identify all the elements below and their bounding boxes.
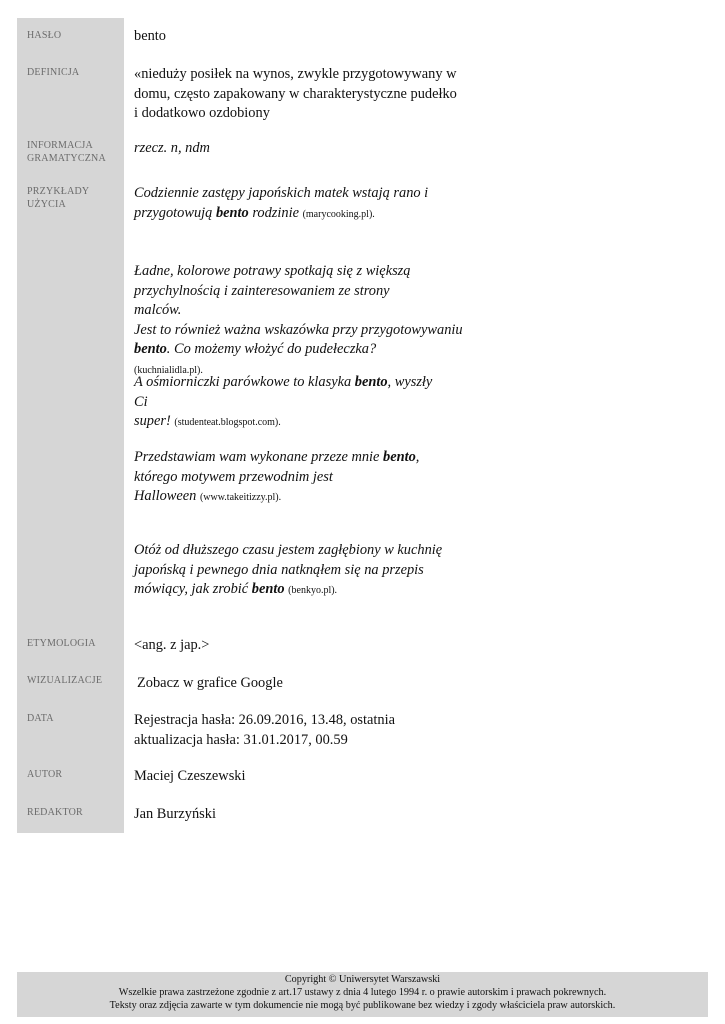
example-line: Ładne, kolorowe potrawy spotkają się z większą xyxy=(134,263,411,279)
example-source: (www.takeitizzy.pl). xyxy=(199,492,282,503)
definition-line: «nieduży posiłek na wynos, zwykle przygotowywany w xyxy=(134,66,457,82)
example-line: super! (studenteat.blogspot.com). xyxy=(134,413,281,429)
label-definicja: DEFINICJA xyxy=(27,67,80,78)
label-etymologia: ETYMOLOGIA xyxy=(27,638,96,649)
editor: Jan Burzyński xyxy=(134,806,216,822)
footer-copyright: Copyright © Uniwersytet Warszawski xyxy=(284,974,441,985)
example-line: bento. Co możemy włożyć do pudełeczka? (kuchnialidla.pl). xyxy=(134,341,377,376)
example-1 xyxy=(134,184,439,224)
example-line: mówiący, jak zrobić bento (benkyo.pl). xyxy=(134,581,338,597)
etymology: <ang. z jap.> xyxy=(134,637,210,653)
headword: bento xyxy=(134,28,166,44)
definition xyxy=(134,65,469,124)
example-keyword: bento xyxy=(354,374,388,390)
example-line: którego motywem przewodnim jest xyxy=(134,468,333,485)
label-line: GRAMATYCZNA xyxy=(27,153,106,164)
example-3 xyxy=(134,373,439,433)
label-line: INFORMACJA xyxy=(27,140,93,151)
example-line: przychylnością i zainteresowaniem ze strony malców. xyxy=(134,282,390,318)
label-data: DATA xyxy=(27,713,54,724)
example-source: (marycooking.pl). xyxy=(302,208,375,220)
footer-rights: Wszelkie prawa zastrzeżone zgodnie z art.17 ustawy z dnia 4 lutego 1994 r. o prawie autorskim i prawach pokrewnych. xyxy=(118,987,607,998)
example-line: A ośmiorniczki parówkowe to klasyka bento, wyszły Ci xyxy=(134,374,433,410)
example-line: Jest to również ważna wskazówka przy przygotowywaniu xyxy=(134,321,463,338)
example-2 xyxy=(134,262,463,380)
example-line: japońską i pewnego dnia natknąłem się na przepis xyxy=(134,561,424,578)
example-line: Halloween (www.takeitizzy.pl). xyxy=(134,488,282,504)
example-keyword: bento xyxy=(251,581,285,597)
date-line: aktualizacja hasła: 31.01.2017, 00.59 xyxy=(134,731,348,748)
label-informacja-gramatyczna xyxy=(27,139,122,165)
definition-line: domu, często zapakowany w charakterystyczne pudełko xyxy=(134,85,457,102)
author: Maciej Czeszewski xyxy=(134,768,246,784)
example-keyword: bento xyxy=(215,204,249,221)
label-line: UŻYCIA xyxy=(27,199,66,210)
example-line: Codziennie zastępy japońskich matek wstają rano i xyxy=(134,185,429,201)
dates xyxy=(134,711,469,750)
example-keyword: bento xyxy=(383,449,416,465)
google-images-link[interactable]: Zobacz w grafice Google xyxy=(137,675,283,691)
label-redaktor: REDAKTOR xyxy=(27,807,83,818)
label-przyklady-uzycia xyxy=(27,185,122,211)
example-source: (benkyo.pl). xyxy=(288,585,338,596)
example-source: (kuchnialidla.pl). xyxy=(134,364,203,376)
footer-notice: Teksty oraz zdjęcia zawarte w tym dokumencie nie mogą być publikowane bez wiedzy i zgody właściciela praw autorskich. xyxy=(109,1000,616,1011)
definition-line: i dodatkowo ozdobiony xyxy=(134,105,270,121)
copyright-footer xyxy=(17,972,708,1017)
label-line: PRZYKŁADY xyxy=(27,186,90,197)
grammar-info: rzecz. n, ndm xyxy=(134,140,210,156)
label-wizualizacje: WIZUALIZACJE xyxy=(27,675,103,686)
example-line: przygotowują bento rodzinie (marycooking.pl). xyxy=(134,204,375,221)
label-haslo: HASŁO xyxy=(27,30,62,41)
example-keyword: bento xyxy=(134,341,167,357)
example-4 xyxy=(134,448,439,508)
date-line: Rejestracja hasła: 26.09.2016, 13.48, ostatnia xyxy=(134,712,395,728)
example-line: Otóż od dłuższego czasu jestem zagłębiony w kuchnię xyxy=(134,542,443,558)
example-line: Przedstawiam wam wykonane przeze mnie bento, xyxy=(134,449,420,465)
example-5 xyxy=(134,541,443,601)
example-source: (studenteat.blogspot.com). xyxy=(174,417,281,428)
label-autor: AUTOR xyxy=(27,769,63,780)
